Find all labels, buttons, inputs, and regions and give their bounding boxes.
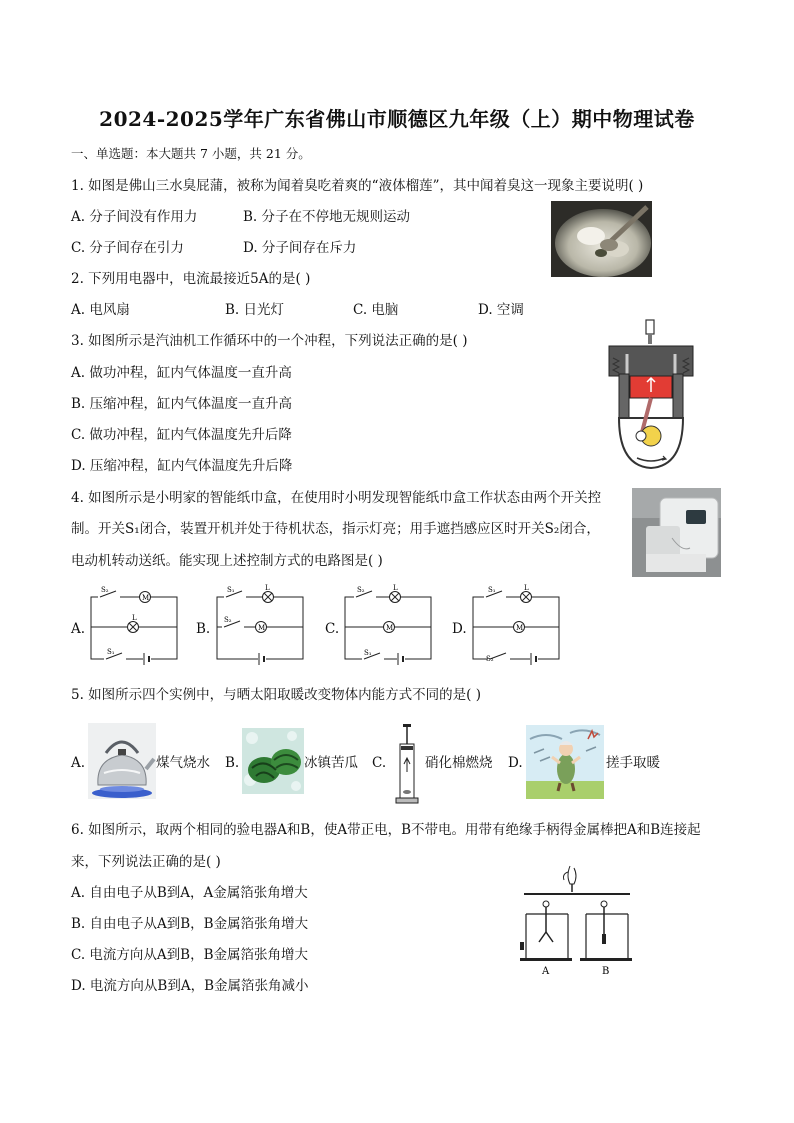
q5-a-label: A. [71,755,86,771]
q5-c-label: C. [372,755,387,771]
q6-stem-line2: 来，下列说法正确的是( ) [71,854,221,870]
q1-option-a: A. 分子间没有作用力 [71,209,198,225]
c-s1: S₁ [364,649,372,657]
q6-option-d: D. 电流方向从B到A，B金属箔张角减小 [71,978,309,994]
circuit-a-diagram [88,583,182,665]
q1-option-c: C. 分子间存在引力 [71,240,184,256]
q3-option-a: A. 做功冲程，缸内气体温度一直升高 [71,365,292,381]
q2-stem: 2. 下列用电器中，电流最接近5A的是( ) [71,271,311,287]
q2-option-d: D. 空调 [478,302,524,318]
q3-option-b: B. 压缩冲程，缸内气体温度一直升高 [71,396,293,412]
q2-option-c: C. 电脑 [353,302,399,318]
q6-option-c: C. 电流方向从A到B，B金属箔张角增大 [71,947,309,963]
q2-option-b: B. 日光灯 [225,302,285,318]
circuit-b-label: B. [196,621,211,637]
q3-option-d: D. 压缩冲程，缸内气体温度先升后降 [71,458,293,474]
q5-d-label: D. [508,755,523,771]
label-electroscope-a: A [542,966,550,977]
q6-option-b: B. 自由电子从A到B，B金属箔张角增大 [71,916,309,932]
rubbing-hands-illustration [526,725,604,799]
q4-stem-line1: 4. 如图所示是小明家的智能纸巾盒，在使用时小明发现智能纸巾盒工作状态由两个开关控 [71,490,602,506]
q5-c-text: 硝化棉燃烧 [425,755,493,771]
a-s1: S₁ [107,648,115,656]
compression-tube-diagram [394,724,420,804]
c-motor: M [386,624,394,632]
a-lamp: L [132,614,137,622]
d-lamp: L [524,584,529,592]
tissue-box-photo [632,488,721,577]
q1-stem: 1. 如图是佛山三水臭屁蒲，被称为闻着臭吃着爽的“液体榴莲”，其中闻着臭这一现象主要说明( ) [71,178,644,194]
a-s2: S₂ [101,586,109,594]
q5-b-label: B. [225,755,240,771]
d-s2: S₂ [486,655,494,663]
b-lamp: L [265,584,270,592]
circuit-d-diagram [470,583,564,665]
q4-stem-line2: 制。开关S₁闭合，装置开机并处于待机状态，指示灯亮；用手遮挡感应区时开关S₂闭合， [71,521,600,537]
label-electroscope-b: B [602,966,610,977]
d-s1: S₁ [488,586,496,594]
iced-melon-photo [242,728,304,794]
page-title: 2024-2025学年广东省佛山市顺德区九年级（上）期中物理试卷 [99,107,695,131]
a-motor: M [142,594,150,602]
q2-option-a: A. 电风扇 [71,302,130,318]
c-lamp: L [393,584,398,592]
b-s1: S₁ [227,586,235,594]
c-s2: S₂ [357,586,365,594]
circuit-a-label: A. [71,621,86,637]
circuit-b-diagram [214,583,308,665]
d-motor: M [516,624,524,632]
stinky-food-photo [551,201,652,277]
q5-stem: 5. 如图所示四个实例中，与晒太阳取暖改变物体内能方式不同的是( ) [71,687,481,703]
q1-option-d: D. 分子间存在斥力 [243,240,357,256]
circuit-c-label: C. [325,621,340,637]
engine-stroke-diagram [603,318,699,472]
b-motor: M [258,624,266,632]
electroscope-diagram [510,862,640,978]
circuit-c-diagram [342,583,436,665]
q3-option-c: C. 做功冲程，缸内气体温度先升后降 [71,427,292,443]
q6-stem-line1: 6. 如图所示，取两个相同的验电器A和B，使A带正电，B不带电。用带有绝缘手柄得金属棒把A和B连接起 [71,822,701,838]
kettle-on-gas-photo [88,723,156,799]
b-s2: S₂ [224,616,232,624]
q5-b-text: 冰镇苦瓜 [304,755,358,771]
q5-a-text: 煤气烧水 [156,755,210,771]
circuit-d-label: D. [452,621,467,637]
q1-option-b: B. 分子在不停地无规则运动 [243,209,411,225]
q4-stem-line3: 电动机转动送纸。能实现上述控制方式的电路图是( ) [71,553,383,569]
section-heading: 一、单选题：本大题共 7 小题，共 21 分。 [71,146,311,161]
q3-stem: 3. 如图所示是汽油机工作循环中的一个冲程，下列说法正确的是( ) [71,333,468,349]
q5-d-text: 搓手取暖 [606,755,660,771]
q6-option-a: A. 自由电子从B到A，A金属箔张角增大 [71,885,308,901]
